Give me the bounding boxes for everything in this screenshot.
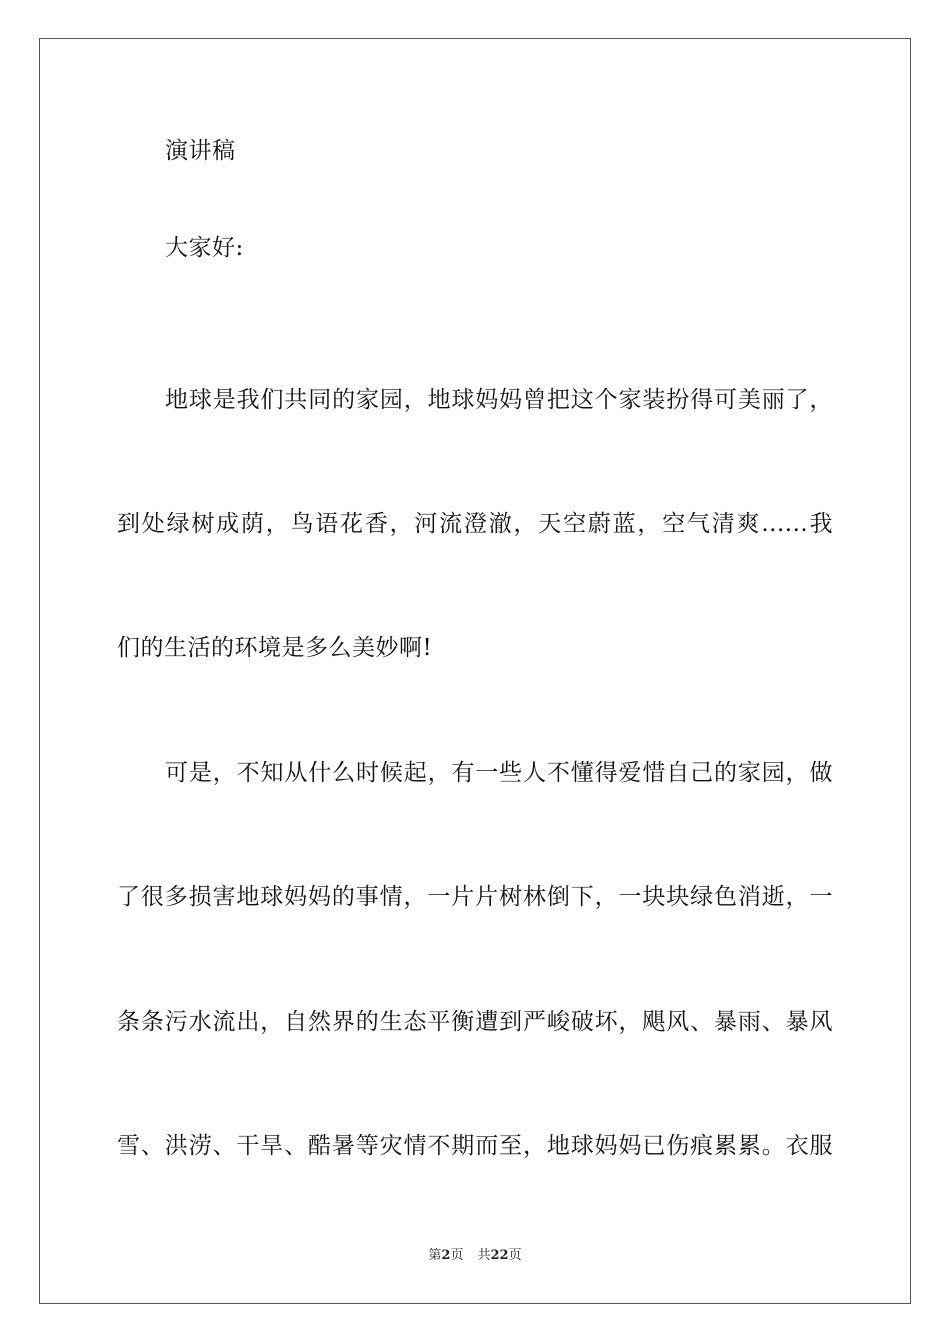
paragraph-1-line-2: 到处绿树成荫，鸟语花香，河流澄澈，天空蔚蓝，空气清爽......我 bbox=[117, 511, 833, 537]
paragraph-2-line-1: 可是，不知从什么时候起，有一些人不懂得爱惜自己的家园，做 bbox=[165, 760, 833, 786]
page-footer bbox=[0, 1247, 950, 1265]
paragraph-1-line-1: 地球是我们共同的家园，地球妈妈曾把这个家装扮得可美丽了， bbox=[165, 387, 833, 413]
page-number: 2 bbox=[441, 1248, 451, 1263]
page-border bbox=[39, 38, 911, 1304]
total-suffix: 页 bbox=[508, 1248, 522, 1263]
page-suffix: 页 bbox=[450, 1248, 464, 1263]
paragraph-1-line-3: 们的生活的环境是多么美妙啊! bbox=[117, 635, 433, 661]
greeting-line: 大家好: bbox=[165, 235, 244, 261]
paragraph-2-line-2: 了很多损害地球妈妈的事情，一片片树林倒下，一块块绿色消逝，一 bbox=[117, 884, 833, 910]
speech-heading: 演讲稿 bbox=[165, 138, 236, 164]
total-pages: 22 bbox=[490, 1248, 509, 1263]
total-prefix: 共 bbox=[477, 1248, 491, 1263]
page-prefix: 第 bbox=[428, 1248, 442, 1263]
paragraph-2-line-4: 雪、洪涝、干旱、酷暑等灾情不期而至，地球妈妈已伤痕累累。衣服 bbox=[117, 1133, 833, 1159]
paragraph-2-line-3: 条条污水流出，自然界的生态平衡遭到严峻破坏，飓风、暴雨、暴风 bbox=[117, 1009, 833, 1035]
